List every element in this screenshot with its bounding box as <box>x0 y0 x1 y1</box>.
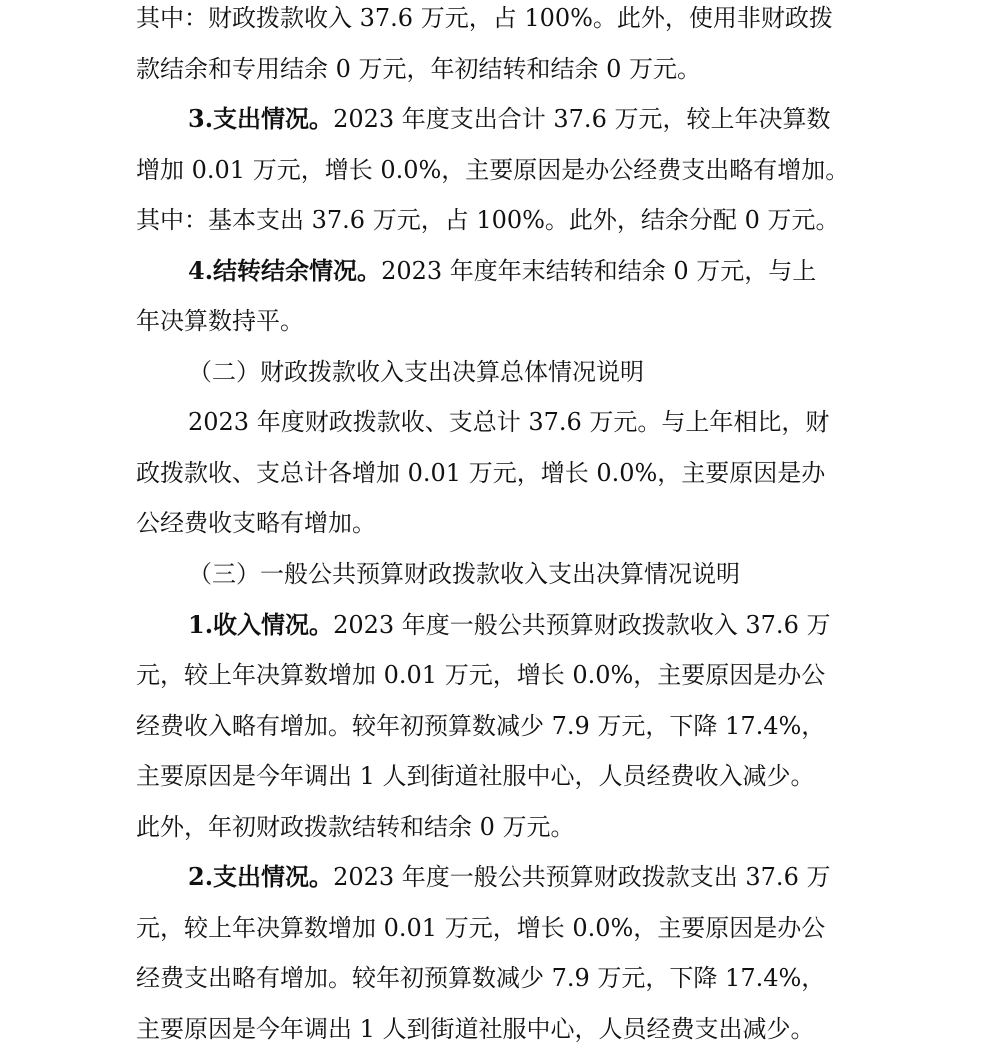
line-text: 2023 年度财政拨款收、支总计 37.6 万元。与上年相比，财 <box>188 408 830 436</box>
text-line <box>136 205 896 235</box>
line-text: 其中：基本支出 37.6 万元，占 100%。此外，结余分配 0 万元。 <box>136 206 840 234</box>
line-text: 此外，年初财政拨款结转和结余 0 万元。 <box>136 813 575 841</box>
line-text: 年决算数持平。 <box>136 307 304 335</box>
line-text: 元，较上年决算数增加 0.01 万元，增长 0.0%，主要原因是办公 <box>136 914 826 942</box>
text-line <box>136 1014 896 1044</box>
text-line <box>136 458 896 488</box>
text-line <box>136 812 896 842</box>
text-line <box>136 711 896 741</box>
text-line <box>136 660 896 690</box>
line-text: 主要原因是今年调出 1 人到街道社服中心，人员经费支出减少。 <box>136 1015 815 1043</box>
line-text: 2023 年度支出合计 37.6 万元，较上年决算数 <box>333 105 831 133</box>
text-line <box>136 913 896 943</box>
text-line <box>136 761 896 791</box>
text-line <box>188 862 896 892</box>
section-heading: 3.支出情况。 <box>188 104 334 133</box>
line-text: （二）财政拨款收入支出决算总体情况说明 <box>188 358 644 386</box>
line-text: 公经费收支略有增加。 <box>136 509 376 537</box>
text-line <box>188 256 896 286</box>
text-line <box>136 54 896 84</box>
line-text: 2023 年度一般公共预算财政拨款支出 37.6 万 <box>333 863 831 891</box>
line-text: 2023 年度年末结转和结余 0 万元，与上 <box>381 257 817 285</box>
line-text: 元，较上年决算数增加 0.01 万元，增长 0.0%，主要原因是办公 <box>136 661 826 689</box>
line-text: 其中：财政拨款收入 37.6 万元，占 100%。此外，使用非财政拨 <box>136 4 833 32</box>
section-heading: 1.收入情况。 <box>188 610 334 639</box>
line-text: 2023 年度一般公共预算财政拨款收入 37.6 万 <box>333 611 831 639</box>
line-text: 主要原因是今年调出 1 人到街道社服中心，人员经费收入减少。 <box>136 762 815 790</box>
text-line <box>188 610 896 640</box>
line-text: 款结余和专用结余 0 万元，年初结转和结余 0 万元。 <box>136 55 702 83</box>
text-line <box>136 155 896 185</box>
section-heading: 4.结转结余情况。 <box>188 256 382 285</box>
line-text: 政拨款收、支总计各增加 0.01 万元，增长 0.0%，主要原因是办 <box>136 459 826 487</box>
line-text: （三）一般公共预算财政拨款收入支出决算情况说明 <box>188 560 740 588</box>
text-line <box>136 306 896 336</box>
line-text: 增加 0.01 万元，增长 0.0%，主要原因是办公经费支出略有增加。 <box>136 156 850 184</box>
text-line <box>188 104 896 134</box>
text-line <box>136 963 896 993</box>
line-text: 经费支出略有增加。较年初预算数减少 7.9 万元，下降 17.4%， <box>136 964 826 992</box>
section-heading: 2.支出情况。 <box>188 862 334 891</box>
text-line <box>188 559 896 589</box>
text-line <box>136 3 896 33</box>
text-line <box>188 357 896 387</box>
text-line <box>136 508 896 538</box>
text-line <box>188 407 896 437</box>
line-text: 经费收入略有增加。较年初预算数减少 7.9 万元，下降 17.4%， <box>136 712 826 740</box>
